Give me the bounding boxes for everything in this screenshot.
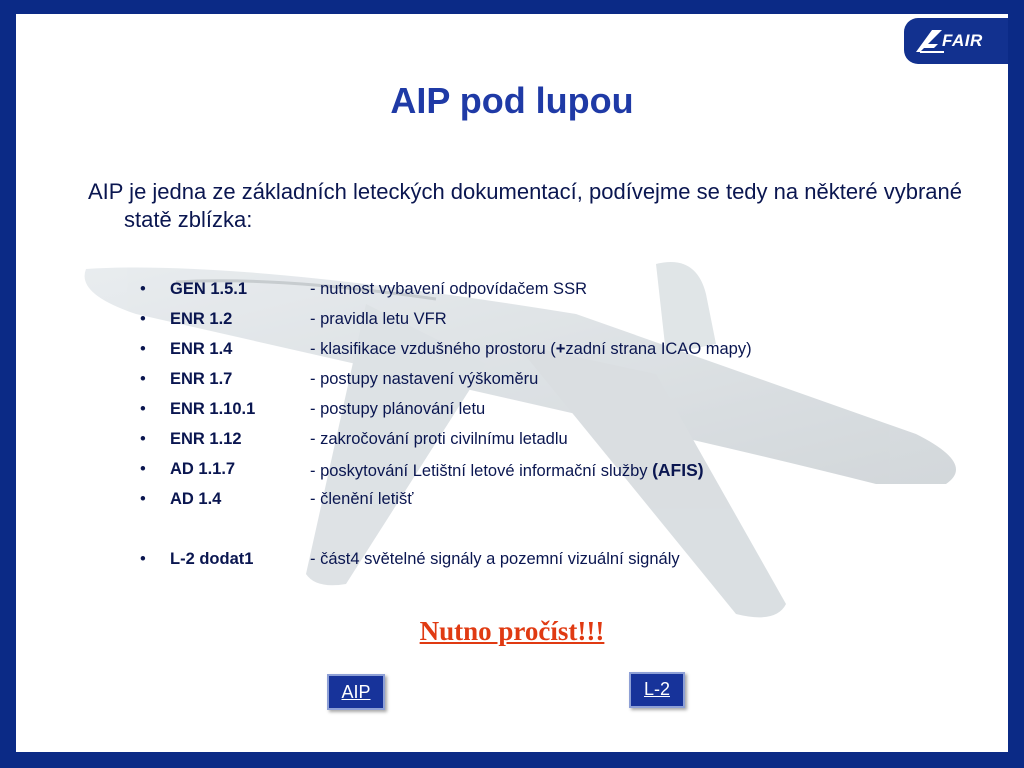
section-code: ENR 1.4	[170, 340, 233, 358]
slide-title: AIP pod lupou	[390, 80, 634, 121]
bullet: •	[140, 490, 146, 508]
description-text: - klasifikace vzdušného prostoru (	[310, 340, 556, 358]
section-description: - zakročování proti civilnímu letadlu	[310, 430, 568, 448]
bullet: •	[140, 280, 146, 298]
bullet: •	[140, 400, 146, 418]
logo-text: FAIR	[942, 31, 983, 50]
bullet: •	[140, 370, 146, 388]
list-item	[140, 400, 900, 424]
list-item	[140, 490, 900, 514]
bullet: •	[140, 430, 146, 448]
list-item	[140, 310, 900, 334]
fair-logo	[904, 18, 1008, 64]
description-bold: (AFIS)	[652, 460, 704, 480]
bullet: •	[140, 310, 146, 328]
section-code: ENR 1.2	[170, 310, 233, 328]
section-description: - postupy nastavení výškoměru	[310, 370, 539, 388]
list-item	[140, 550, 900, 574]
section-code: ENR 1.10.1	[170, 400, 256, 418]
description-text: zadní strana ICAO mapy)	[565, 340, 752, 358]
list-item	[140, 430, 900, 454]
call-to-action-text: Nutno pročíst!!!	[419, 616, 605, 646]
section-description: - část4 světelné signály a pozemní vizuální signály	[310, 550, 680, 568]
section-code: GEN 1.5.1	[170, 280, 248, 298]
section-description: - postupy plánování letu	[310, 400, 486, 418]
bullet: •	[140, 340, 146, 358]
l2-link-button[interactable]: L-2	[629, 672, 685, 708]
section-code: ENR 1.12	[170, 430, 242, 448]
bullet: •	[140, 460, 146, 478]
section-description	[310, 340, 752, 359]
section-code: AD 1.1.7	[170, 460, 236, 478]
list-item	[140, 460, 900, 484]
section-description: - nutnost vybavení odpovídačem SSR	[310, 280, 587, 298]
section-code: L-2 dodat1	[170, 550, 254, 568]
description-text: - poskytování Letištní letové informační služby	[310, 462, 653, 480]
section-description: - pravidla letu VFR	[310, 310, 447, 328]
section-description: - členění letišť	[310, 490, 414, 508]
list-item	[140, 280, 900, 304]
bullet: •	[140, 550, 146, 568]
section-description	[310, 460, 704, 481]
intro-paragraph: AIP je jedna ze základních leteckých dokumentací, podívejme se tedy na některé vybrané statě zblízka:	[88, 179, 962, 232]
section-code: ENR 1.7	[170, 370, 233, 388]
fair-logo-icon	[914, 26, 944, 56]
description-bold: +	[555, 340, 566, 358]
aip-link-button[interactable]: AIP	[327, 674, 385, 710]
section-code: AD 1.4	[170, 490, 222, 508]
list-item	[140, 370, 900, 394]
list-item	[140, 340, 900, 364]
